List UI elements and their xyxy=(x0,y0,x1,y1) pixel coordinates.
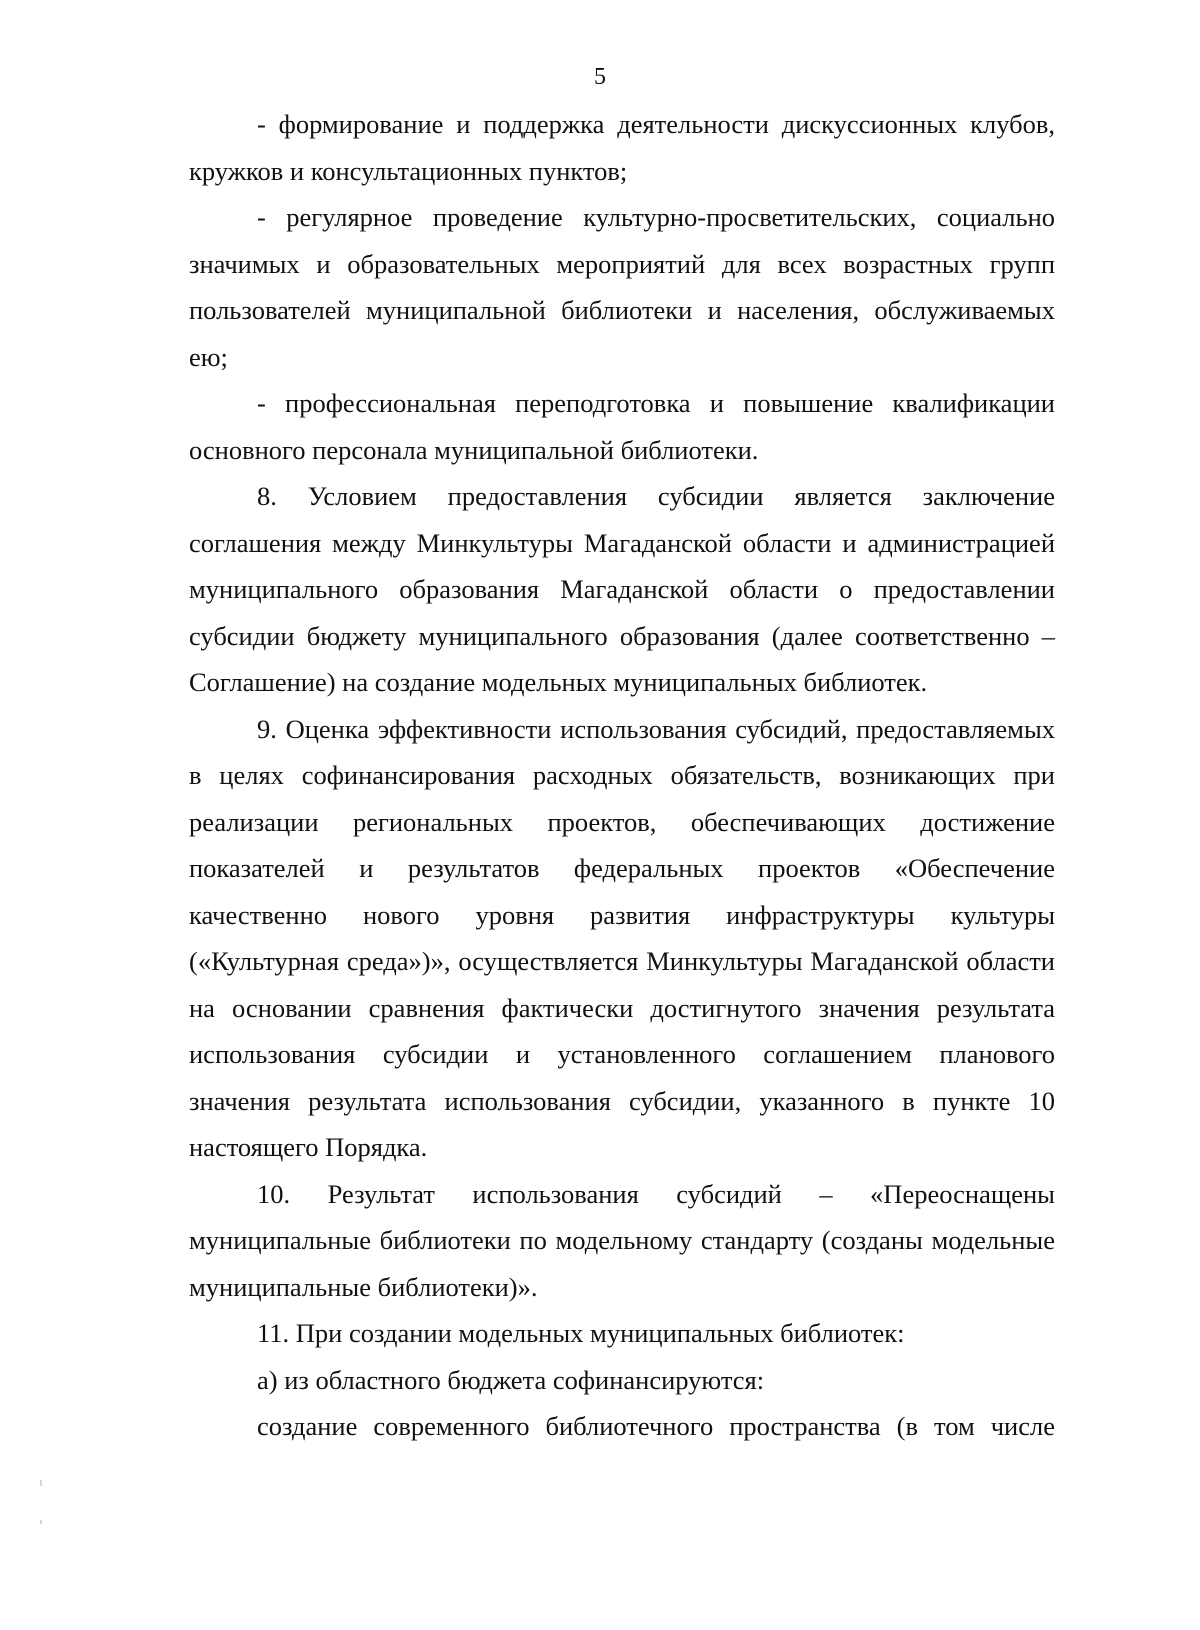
paragraph-9-efficiency-evaluation: 9. Оценка эффективности использования субсидий, предоставляемых в целях софинансирования расходных обязательств, возникающих при реализации региональных проектов, обеспечивающих достижение показателей и результатов федеральных проектов «Обеспечение качественно нового уровня развития инфраструктуры культуры («Культурная среда»)», осуществляется Минкультуры Магаданской области на основании сравнения фактически достигнутого значения результата использования субсидии и установленного соглашением планового значения результата использования субсидии, указанного в пункте 10 настоящего Порядка. xyxy=(189,713,1055,1162)
document-body xyxy=(189,101,1055,1450)
page-number: 5 xyxy=(594,64,606,90)
paragraph-discussion-clubs: - формирование и поддержка деятельности дискуссионных клубов, кружков и консультационных пунктов; xyxy=(189,109,1055,186)
scan-artifact-mark xyxy=(40,1520,42,1524)
paragraph-8-subsidy-condition: 8. Условием предоставления субсидии является заключение соглашения между Минкультуры Магаданской области и администрацией муниципального образования Магаданской области о предоставлении субсидии бюджету муниципального образования (далее соответственно – Соглашение) на создание модельных муниципальных библиотек. xyxy=(189,481,1055,697)
paragraph-10-subsidy-result: 10. Результат использования субсидий – «Переоснащены муниципальные библиотеки по модельному стандарту (созданы модельные муниципальные библиотеки)». xyxy=(189,1178,1055,1302)
paragraph-11-model-libraries: 11. При создании модельных муниципальных библиотек: xyxy=(257,1318,905,1348)
paragraph-cultural-events: - регулярное проведение культурно-просветительских, социально значимых и образовательных мероприятий для всех возрастных групп пользователей муниципальной библиотеки и населения, обслуживаемых ею; xyxy=(189,202,1055,372)
paragraph-staff-training: - профессиональная переподготовка и повышение квалификации основного персонала муниципальной библиотеки. xyxy=(189,388,1055,465)
paragraph-library-space: создание современного библиотечного пространства (в том числе xyxy=(257,1411,1055,1441)
scan-artifact-mark xyxy=(40,1480,42,1486)
paragraph-11a-regional-budget: а) из областного бюджета софинансируются: xyxy=(257,1364,765,1395)
